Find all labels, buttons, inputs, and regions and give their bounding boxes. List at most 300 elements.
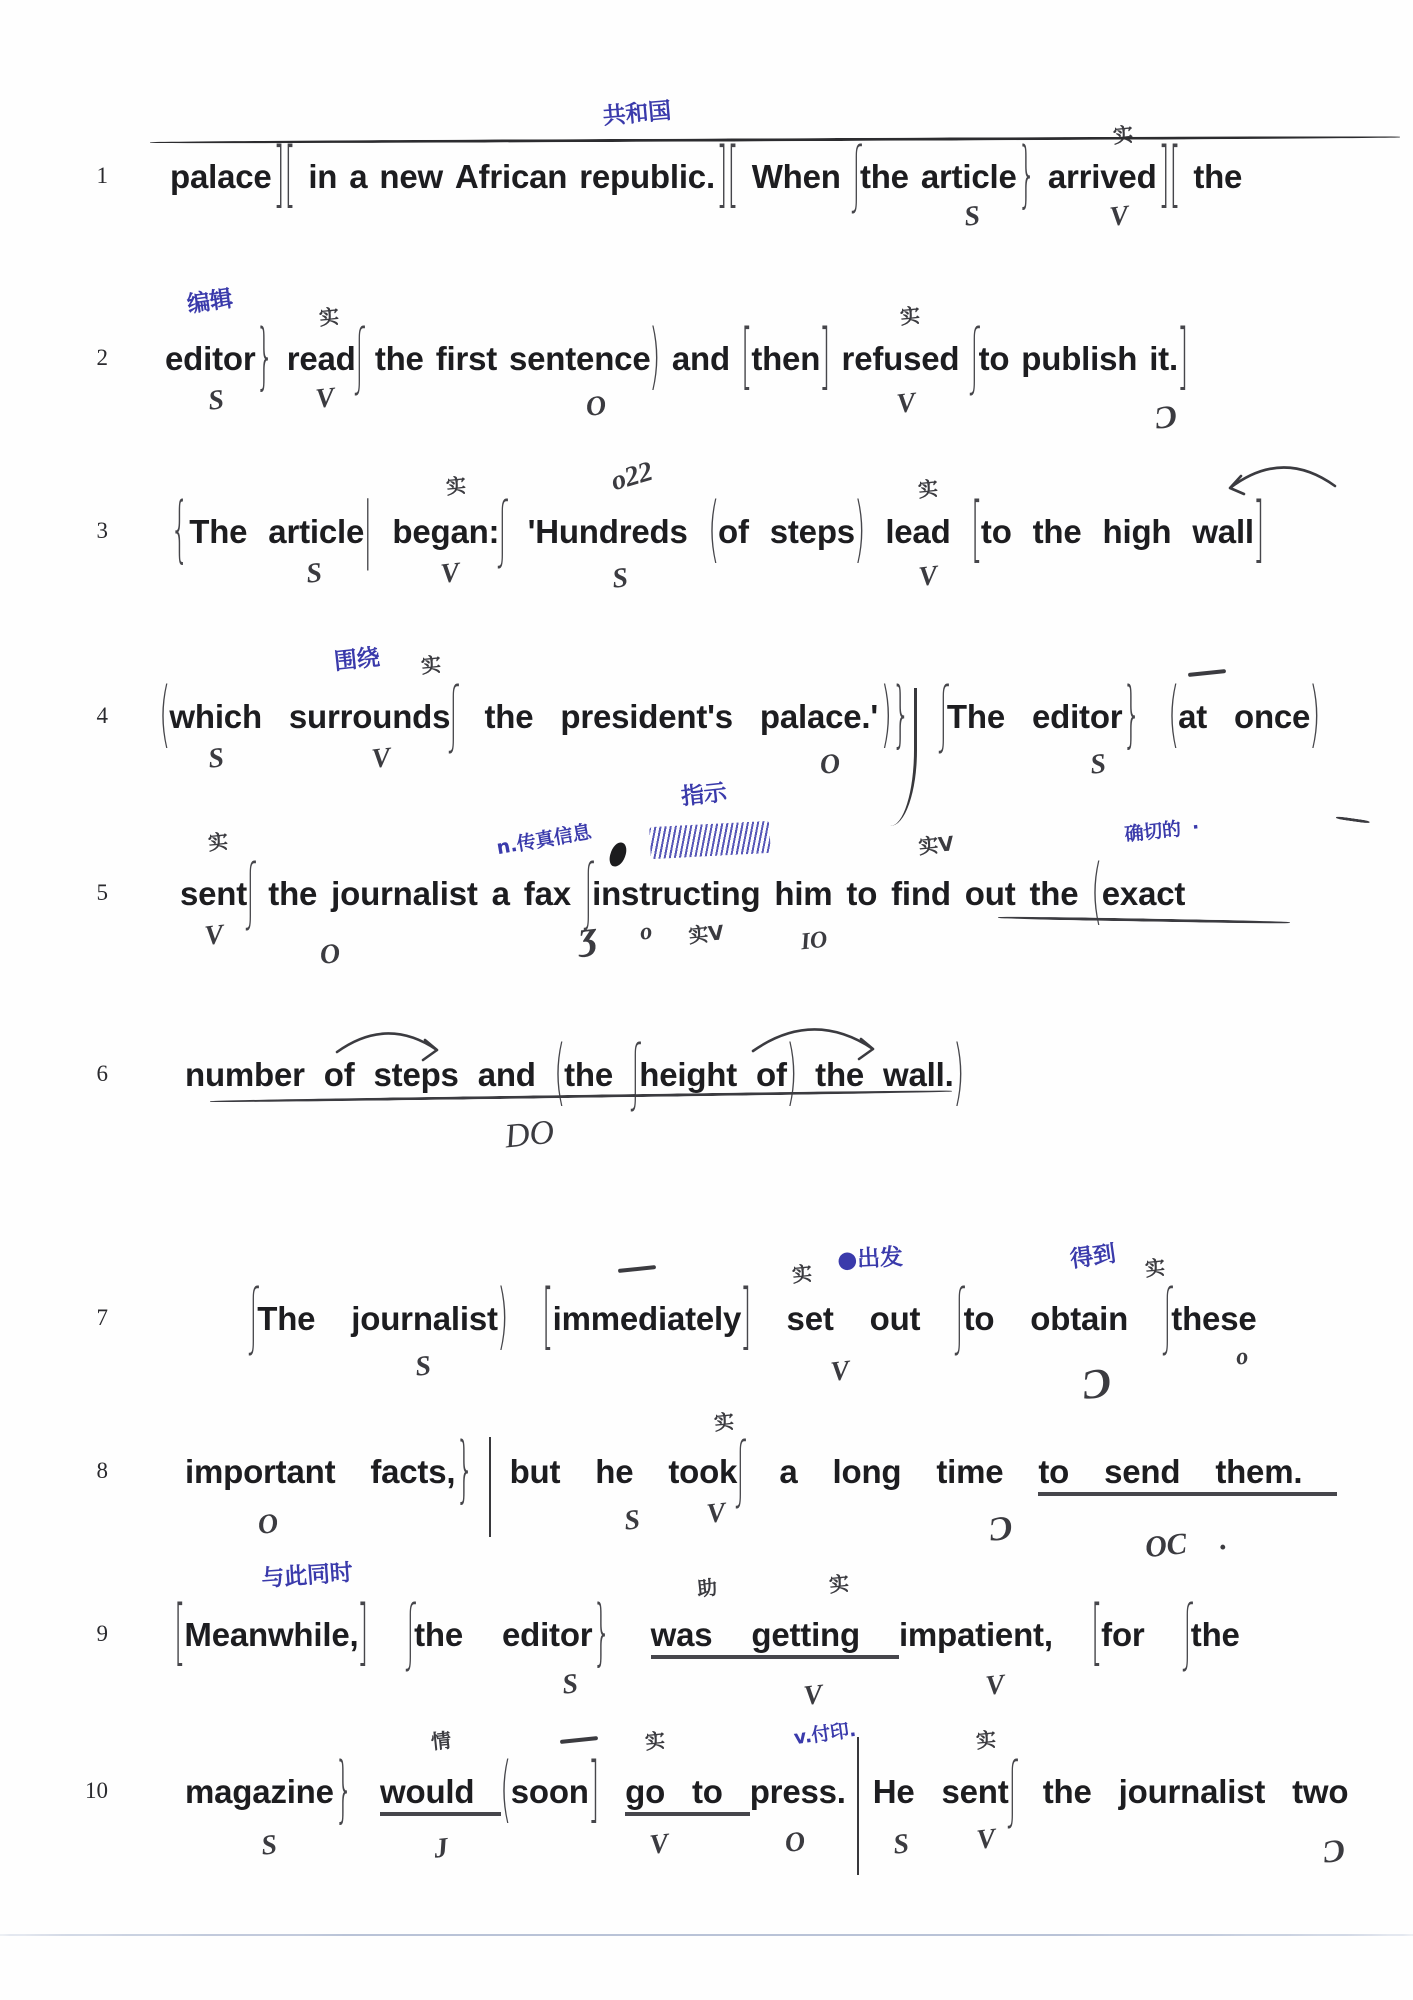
pencil-bracket: ʃ (630, 1031, 641, 1115)
token (1119, 1773, 1293, 1811)
token (583, 779, 775, 948)
space (730, 340, 742, 378)
space (751, 1300, 787, 1338)
space (1036, 158, 1048, 196)
word: to (978, 340, 1010, 377)
token (185, 1056, 324, 1094)
token (751, 1571, 899, 1712)
token (180, 829, 268, 952)
space (1348, 1773, 1375, 1811)
line-number: 6 (96, 1061, 108, 1086)
space (613, 1056, 632, 1094)
token (268, 488, 392, 590)
token (779, 1453, 832, 1491)
token (920, 133, 1048, 233)
space (560, 1453, 595, 1491)
word: a (349, 158, 368, 195)
pencil-bracket: [ (741, 315, 753, 399)
space (474, 1773, 501, 1816)
blue-ink-note: 与此同时 (260, 1559, 354, 1593)
pencil-bracket: ʃ (498, 488, 508, 572)
word: exact (1101, 875, 1186, 912)
line-text (159, 644, 1347, 781)
word: impatient, (898, 1616, 1053, 1653)
pencil-grammar-mark: J (432, 1832, 450, 1865)
token (1103, 513, 1193, 551)
pencil-bracket: ) (1309, 673, 1321, 757)
word: high (1102, 513, 1172, 550)
space (994, 1300, 1030, 1338)
space (688, 513, 709, 551)
pencil-note: 实 (643, 1728, 666, 1754)
pencil-bracket: ] (1177, 315, 1189, 399)
word: article (268, 513, 365, 550)
pencil-note: 情 (429, 1728, 452, 1754)
pencil-grammar-mark: S (305, 557, 324, 590)
word: the (1190, 1616, 1240, 1653)
token (650, 1575, 752, 1659)
pencil-grammar-mark: o22 (607, 455, 657, 498)
word: steps (769, 513, 855, 550)
pencil-bracket: ʃ (1007, 1748, 1017, 1832)
line-text (248, 1240, 1292, 1410)
line-number: 5 (96, 880, 108, 905)
token (1033, 513, 1103, 551)
word: in (308, 158, 338, 195)
space (860, 1616, 899, 1659)
word: a (491, 875, 510, 912)
word: go (625, 1773, 665, 1816)
pencil-bracket: ( (500, 1748, 512, 1832)
token (970, 315, 1021, 399)
blue-ink-note: v.付印. (792, 1718, 858, 1750)
pencil-note: 实 (207, 829, 230, 855)
space (913, 698, 940, 736)
pencil-grammar-mark: S (963, 200, 982, 233)
pencil-grammar-mark: O (318, 938, 342, 971)
pencil-bracket: ] (1253, 488, 1265, 572)
pencil-grammar-mark: IO (799, 926, 829, 956)
word: wall (1192, 513, 1254, 550)
token (833, 1453, 937, 1491)
token (170, 488, 268, 572)
word: first (435, 340, 498, 377)
word: publish (1021, 340, 1138, 377)
pencil-bracket: ) (854, 488, 866, 572)
word: to (692, 1773, 723, 1816)
pencil-grammar-mark: V (313, 382, 336, 415)
space (733, 698, 760, 736)
pencil-bracket: [ (174, 1591, 186, 1675)
pencil-grammar-mark: V (984, 1669, 1007, 1702)
space (1187, 340, 1199, 378)
space (363, 340, 375, 378)
token (1029, 875, 1092, 913)
word: the (564, 1056, 614, 1093)
space (598, 1773, 625, 1811)
pencil-grammar-mark: V (1107, 200, 1130, 233)
space (1207, 698, 1234, 736)
token (542, 1275, 786, 1359)
word: 'Hundreds (527, 513, 688, 550)
blue-ink-note: 共和国 (602, 98, 673, 130)
token (1192, 488, 1284, 572)
line-number: 10 (85, 1778, 108, 1803)
space (247, 513, 268, 551)
token (375, 340, 436, 378)
token (1038, 1453, 1104, 1496)
token (668, 1409, 779, 1530)
space (864, 1056, 883, 1094)
pencil-bracket: } (334, 1748, 353, 1832)
pencil-bracket: ʃ (248, 1275, 259, 1359)
pencil-grammar-mark: V (705, 1497, 727, 1530)
pencil-grammar-mark: O (584, 390, 608, 423)
pencil-bracket: ) (785, 1031, 798, 1115)
pencil-bracket: ( (1167, 673, 1179, 757)
space (368, 1616, 407, 1654)
token (1167, 673, 1234, 757)
token (478, 1056, 555, 1094)
line-number: 8 (96, 1458, 108, 1483)
blue-ink-note: 指示 (679, 779, 728, 811)
token (707, 488, 770, 572)
space (712, 1616, 751, 1659)
token (1031, 673, 1169, 781)
word: then (751, 340, 821, 377)
space (660, 340, 672, 378)
word: Meanwhile, (184, 1616, 359, 1653)
token (436, 340, 509, 378)
pencil-grammar-mark: o (1235, 1343, 1250, 1371)
token (941, 1727, 1042, 1856)
space (371, 513, 392, 551)
word: read (286, 340, 356, 377)
pencil-bracket: ][ (1157, 133, 1181, 217)
space (1257, 1300, 1293, 1338)
token (741, 315, 842, 399)
token (936, 1453, 1038, 1550)
pencil-grammar-mark: Ɔ (1080, 1360, 1114, 1410)
pencil-bracket: ) (952, 1031, 964, 1115)
token (455, 158, 579, 196)
word: president's (560, 698, 733, 735)
word: sent (180, 875, 248, 912)
space (834, 1300, 870, 1338)
space (507, 513, 528, 551)
word: the (1193, 158, 1243, 195)
token (774, 875, 846, 956)
token (841, 303, 972, 420)
space (533, 698, 560, 736)
word: number (185, 1056, 305, 1093)
space (1053, 1616, 1092, 1654)
line-number: 4 (96, 703, 108, 728)
word: facts, (370, 1453, 456, 1490)
token (509, 315, 672, 423)
space (296, 158, 308, 196)
token (379, 158, 455, 196)
word: out (869, 1300, 921, 1337)
word: sentence (509, 340, 651, 377)
space (510, 875, 524, 913)
word: him (774, 875, 833, 912)
blue-ink-note: ●出发 (836, 1244, 904, 1274)
pencil-grammar-mark: V (203, 919, 225, 952)
space (443, 158, 455, 196)
word: press. (749, 1773, 846, 1810)
pencil-note: 实 (1111, 122, 1134, 148)
ink-scribble (649, 821, 771, 859)
space (901, 1453, 936, 1491)
word: for (1101, 1616, 1145, 1653)
space (1320, 698, 1347, 736)
word: which (169, 698, 262, 735)
token (846, 875, 891, 913)
space (740, 158, 752, 196)
token (938, 673, 1032, 757)
token (870, 1300, 957, 1338)
token (752, 158, 853, 196)
space (796, 1056, 815, 1094)
space (1069, 1453, 1104, 1496)
pencil-grammar-mark: V (975, 1823, 997, 1856)
space (1242, 158, 1254, 196)
pencil-bracket: ʃ (851, 133, 862, 217)
space (877, 875, 891, 913)
pencil-bracket: ʃ (354, 315, 364, 399)
space (1016, 1773, 1043, 1811)
pencil-note: 实 (1144, 1255, 1167, 1281)
token (1162, 1275, 1292, 1371)
word: journalist (1118, 1773, 1266, 1810)
blue-ink-note: 编辑 (185, 285, 235, 319)
pencil-note: 实 (712, 1409, 735, 1435)
word: getting (751, 1616, 860, 1659)
pencil-grammar-mark: S (413, 1350, 433, 1383)
pencil-grammar-mark: ʒ (576, 911, 600, 958)
word: the (1029, 875, 1079, 912)
token (970, 488, 1033, 572)
line-number: 1 (96, 163, 108, 188)
space (478, 875, 492, 913)
pencil-bar-mark (618, 1265, 656, 1273)
space (612, 1616, 651, 1654)
space (951, 513, 972, 551)
pencil-note: 实V (917, 831, 955, 859)
word: the (268, 875, 318, 912)
token (351, 1275, 543, 1383)
space (951, 875, 965, 913)
token (324, 1056, 374, 1094)
space (1092, 1773, 1119, 1811)
word: the (859, 158, 909, 195)
pencil-grammar-mark: OC . (1143, 1522, 1229, 1565)
space (1145, 1616, 1184, 1654)
pencil-grammar-mark: DO (503, 1113, 556, 1156)
token (331, 875, 492, 913)
token (851, 133, 921, 217)
word: the (815, 1056, 865, 1093)
pencil-grammar-mark: V (829, 1355, 851, 1388)
word: editor (1031, 698, 1123, 735)
pencil-bracket: ( (553, 1031, 565, 1115)
token (1182, 1591, 1279, 1675)
pencil-grammar-mark: V (802, 1679, 824, 1712)
pencil-bracket: ʃ (245, 850, 256, 934)
pencil-note: 实 (317, 304, 340, 330)
pencil-grammar-mark: O (818, 748, 842, 781)
token (1090, 1591, 1184, 1675)
pencil-bracket: } (1122, 673, 1142, 757)
line-text (185, 1718, 1375, 1871)
token (510, 1453, 596, 1491)
token (891, 831, 965, 913)
space (507, 1300, 543, 1338)
word: height (639, 1056, 738, 1093)
pencil-bracket: } (455, 1428, 475, 1512)
word: palace (170, 158, 272, 195)
pencil-bracket: [ (542, 1275, 554, 1359)
word: The (946, 698, 1005, 735)
space (920, 1300, 956, 1338)
pencil-grammar-mark: Ɔ (1321, 1831, 1347, 1871)
word: out (964, 875, 1016, 912)
word: and (671, 340, 730, 377)
token (308, 158, 349, 196)
word: arrived (1047, 158, 1157, 195)
space (665, 1773, 692, 1816)
space (353, 1773, 380, 1811)
pencil-bracket: [ (1090, 1591, 1103, 1675)
line-text (165, 285, 1199, 437)
pencil-grammar-mark: S (207, 742, 226, 775)
word: began: (392, 513, 500, 550)
word: would (380, 1773, 474, 1816)
word: When (751, 158, 841, 195)
word: obtain (1030, 1300, 1129, 1337)
space (1171, 513, 1192, 551)
line-number: 9 (96, 1621, 108, 1646)
word: editor (165, 340, 256, 377)
line-text (185, 1409, 1337, 1565)
line-text (170, 455, 1284, 595)
pencil-bracket: } (592, 1591, 612, 1675)
pencil-grammar-mark: Ɔ (1153, 397, 1179, 437)
pencil-bracket: [ (970, 488, 982, 572)
space (337, 158, 349, 196)
pencil-grammar-mark: O (256, 1508, 280, 1541)
word: refused (841, 340, 960, 377)
pencil-bracket: ] (740, 1275, 752, 1359)
line-text (174, 1559, 1279, 1712)
pencil-bracket: ʃ (405, 1591, 416, 1675)
pencil-grammar-mark: S (560, 1668, 580, 1701)
token (692, 1773, 750, 1816)
token (1047, 122, 1193, 233)
pencil-bracket: ʃ (938, 673, 949, 757)
space (1185, 875, 1199, 913)
pencil-grammar-mark: Ɔ (988, 1509, 1015, 1550)
pencil-bracket: ) (649, 315, 661, 399)
space (275, 340, 287, 378)
pencil-bracket: } (1017, 133, 1036, 217)
pencil-bracket: ( (707, 488, 719, 572)
pencil-bar-mark (560, 1736, 598, 1744)
token (625, 1728, 692, 1861)
word: a (779, 1453, 798, 1490)
word: journalist (331, 875, 478, 912)
line-text (185, 1031, 982, 1115)
word: steps (373, 1056, 459, 1093)
word: surrounds (288, 698, 451, 735)
space (1263, 513, 1284, 551)
space (1181, 158, 1193, 196)
pencil-bracket: ][ (716, 133, 739, 217)
blue-ink-note: n.传真信息 (495, 820, 594, 860)
line-text (180, 779, 1201, 971)
word: them. (1215, 1453, 1302, 1496)
space (475, 1453, 510, 1491)
blue-ink-note: 得到 (1068, 1240, 1118, 1274)
space (497, 340, 509, 378)
space (749, 513, 770, 551)
token (815, 1056, 883, 1094)
space (633, 1453, 668, 1491)
space (737, 1056, 756, 1094)
word: journalist (351, 1300, 498, 1337)
token (288, 644, 485, 775)
word: to (980, 513, 1012, 550)
space (1012, 513, 1033, 551)
space (830, 340, 842, 378)
token (405, 1591, 502, 1675)
token (672, 340, 742, 378)
space (832, 875, 846, 913)
token (165, 285, 287, 417)
token (1030, 1240, 1167, 1410)
word: important (185, 1453, 336, 1490)
pencil-note: 实 (917, 476, 940, 502)
token (898, 1616, 1092, 1702)
pencil-bracket: ʃ (583, 850, 594, 934)
word: send (1104, 1453, 1180, 1496)
pencil-grammar-mark: o (638, 918, 653, 946)
token (965, 875, 1030, 913)
space (571, 875, 585, 913)
word: once (1233, 698, 1311, 735)
pencil-bracket: ( (1091, 850, 1103, 934)
space (744, 1453, 779, 1491)
word: took (668, 1453, 738, 1490)
token (380, 1728, 501, 1865)
space (1180, 1453, 1215, 1496)
pencil-grammar-mark: S (622, 1504, 642, 1537)
pencil-note: 实 (975, 1727, 998, 1753)
line-text (170, 98, 1254, 233)
word: The (189, 513, 248, 550)
pencil-note: 实V (686, 920, 725, 948)
pencil-grammar-mark: V (369, 742, 392, 775)
space (459, 1056, 478, 1094)
word: to (846, 875, 878, 912)
space (424, 340, 436, 378)
token (527, 455, 709, 595)
token (170, 133, 308, 217)
space (1265, 1773, 1292, 1811)
ink-blot-icon (607, 841, 628, 869)
blue-ink-note: 确切的 · (1123, 816, 1201, 846)
